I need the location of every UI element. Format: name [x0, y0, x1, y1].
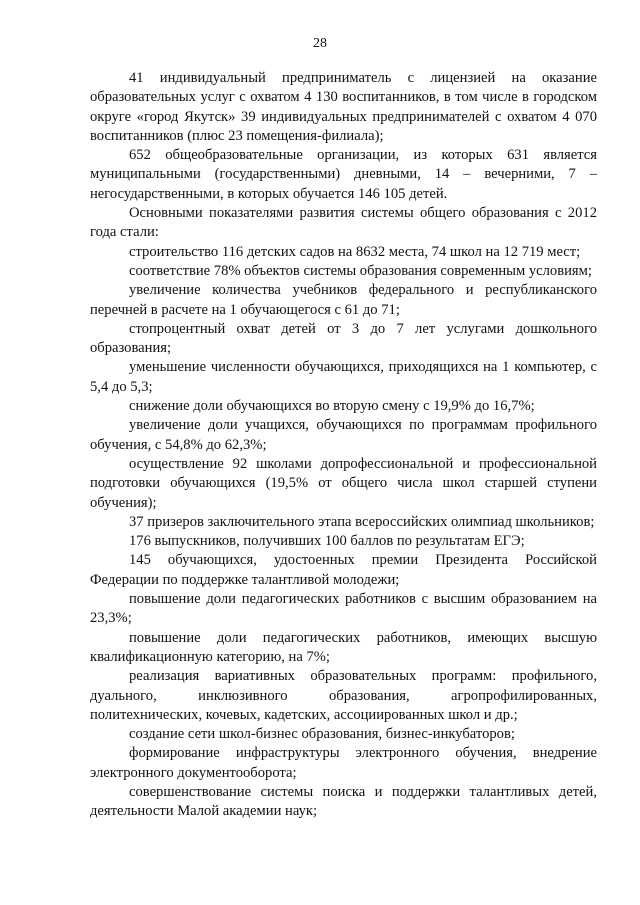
list-item: осуществление 92 школами допрофессиональной и профессиональной подготовки обучающихся (19,5% от общего числа школ старшей ступени обучения);	[90, 455, 597, 511]
list-item: 176 выпускников, получивших 100 баллов по результатам ЕГЭ;	[129, 533, 525, 550]
list-item: строительство 116 детских садов на 8632 места, 74 школ на 12 719 мест;	[129, 243, 581, 260]
paragraph: 41 индивидуальный предприниматель с лицензией на оказание образовательных услуг с охватом 4 130 воспитанников, в том числе в городском округе «город Якутск» 39 индивидуальных предпринимателей с охватом 4 070 воспитанников (плюс 23 помещения-филиала);	[90, 70, 597, 144]
list-item: стопроцентный охват детей от 3 до 7 лет услугами дошкольного образования;	[90, 320, 597, 357]
list-item: снижение доли обучающихся во вторую смену с 19,9% до 16,7%;	[129, 398, 535, 415]
list-item: создание сети школ-бизнес образования, бизнес-инкубаторов;	[129, 726, 515, 743]
list-item: формирование инфраструктуры электронного обучения, внедрение электронного документооборота;	[90, 745, 597, 781]
list-item: повышение доли педагогических работников, имеющих высшую квалификационную категорию, на 7%;	[90, 629, 597, 665]
list-item: реализация вариативных образовательных программ: профильного, дуального, инклюзивного образования, агропрофилированных, политехнических, кочевых, кадетских, ассоциированных школ и др.;	[90, 668, 597, 723]
list-item: уменьшение численности обучающихся, приходящихся на 1 компьютер, с 5,4 до 5,3;	[90, 359, 597, 395]
list-item: 37 призеров заключительного этапа всероссийских олимпиад школьников;	[129, 513, 595, 530]
paragraph: 652 общеобразовательные организации, из которых 631 является муниципальными (государственными) дневными, 14 – вечерними, 7 – негосударственными, в которых обучается 146 105 детей.	[90, 147, 597, 202]
list-item: совершенствование системы поиска и поддержки талантливых детей, деятельности Малой академии наук;	[90, 783, 597, 820]
list-item: 145 обучающихся, удостоенных премии Президента Российской Федерации по поддержке талантливой молодежи;	[90, 552, 597, 588]
paragraph: Основными показателями развития системы общего образования с 2012 года стали:	[90, 205, 597, 241]
list-item: повышение доли педагогических работников с высшим образованием на 23,3%;	[90, 591, 597, 627]
page-number: 28	[313, 36, 327, 51]
list-item: увеличение доли учащихся, обучающихся по программам профильного обучения, с 54,8% до 62,3%;	[90, 417, 597, 453]
list-item: соответствие 78% объектов системы образования современным условиям;	[129, 262, 592, 279]
page-body	[90, 69, 597, 822]
list-item: увеличение количества учебников федерального и республиканского перечней в расчете на 1 обучающегося с 61 до 71;	[90, 282, 597, 318]
